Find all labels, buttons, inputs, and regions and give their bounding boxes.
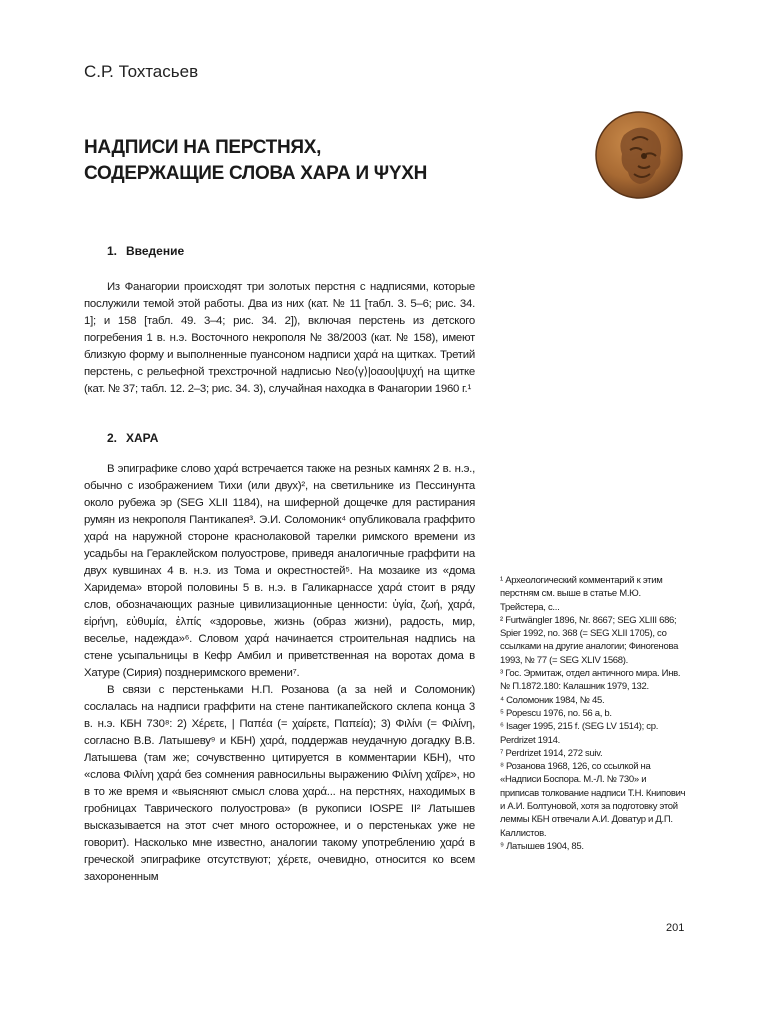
footnote: ³ Гос. Эрмитаж, отдел античного мира. Инв. № П.1872.180: Калашник 1979, 132. [500, 668, 681, 693]
chara-body [84, 461, 475, 886]
footnote: ⁸ Розанова 1968, 126, со ссылкой на «Надписи Боспора. М.-Л. № 730» и приписав толкование надписи Т.Н. Книпович и А.И. Болтуновой, хотя за подготовку этой леммы КБН отвечали А.И. Доватур и Д.П. Каллистов. [500, 761, 686, 839]
paragraph: Из Фанагории происходят три золотых перстня с надписями, которые послужили темой этой работы. Два из них (кат. № 11 [табл. 3. 5–6; рис. 34. 1]; и 158 [табл. 49. 3–4; рис. 34. 2]), включая перстень из детского погребения 1 в. н.э. Восточного некрополя № 38/2003 (кат. № 158), имеют близкую форму и выполненные пуансоном надписи χαρά на щитках. Третий перстень, с рельефной трехстрочной надписью Νεο⟨γ⟩|οαου|ψυχή на щитке (кат. № 37; табл. 12. 2–3; рис. 34. 3), случайная находка в Фанагории 1960 г.¹ [84, 281, 475, 395]
paragraph: В связи с перстеньками Н.П. Розанова (а за ней и Соломоник) сослалась на надписи граффити на стене пантикапейского склепа конца 3 в. н.э. КБН 730⁸: 2) Χέρετε, | Παπέα (= χαίρετε, Παπεία); 3) Φιλίνι (= Φιλίνη, согласно В.В. Латышеву⁹ и КБН) χαρά, поддержав неудачную догадку В.В. Латышева (там же; сочувственно цитируется в комментарии КБН), что «слова Φιλίνη χαρά без сомнения равносильны выражению Φιλίνη χαῖρε», но в то же время и «выясняют смысл слова χαρά... на перстнях, находимых в гробницах Таврического полуострова» (в рукописи IOSPE II² Латышев высказывается на этот счет много осторожнее, и о перстеньках уже не говорит). Насколько мне известно, аналогии такому употреблению χαρά в греческой эпиграфике отсутствуют; χέρετε, очевидно, относится ко всем захороненным [84, 684, 475, 883]
footnote: ¹ Археологический комментарий к этим перстням см. выше в статье М.Ю. Трейстера, с... [500, 575, 663, 613]
page-number: 201 [666, 922, 685, 934]
paragraph: В эпиграфике слово χαρά встречается также на резных камнях 2 в. н.э., обычно с изображением Тихи (или двух)², на светильнике из Пессинунта около рубежа эр (SEG XLII 1184), на шиферной дощечке для растирания румян из некрополя Пантикапея³. Э.И. Соломоник⁴ опубликовала граффито χαρά на наружной стороне краснолаковой тарелки римского времени из усадьбы на Гераклейском полуострове, приведя аналогичные граффити на двух кувшинах 4 в. н.э. из Тома и окрестностей⁵. На мозаике из «дома Харидема» второй половины 5 в. н.э. в Галикарнассе χαρά стоит в ряду слов, обозначающих разные цивилизационные ценности: ὑγία, ζωή, χαρά, εἰρήνη, εὐθυμία, ἐλπίς «здоровье, жизнь (образ жизни), радость, мир, веселье, надежда»⁶. Словом χαρά начинается строительная надпись на стене усыпальницы в Кефр Амбил и приветственная на воротах дома в Хатуре (Сирия) позднеримского времени⁷. [84, 463, 475, 679]
article-title [84, 135, 427, 187]
section-number: 2. [107, 431, 118, 445]
footnote: ² Furtwängler 1896, Nr. 8667; SEG XLIII 686; Spier 1992, no. 368 (= SEG XLII 1705), со ссылками на другие аналогии; Финогенова 1993, № 77 (= SEG XLIV 1568). [500, 614, 679, 666]
section-heading-chara [107, 431, 158, 445]
title-line-2: СОДЕРЖАЩИЕ СЛОВА ΧΑΡΑ И ΨΥΧΗ [84, 163, 428, 184]
coin-with-head-icon [594, 110, 684, 200]
author-name: С.Р. Тохтасьев [84, 62, 199, 81]
section-number: 1. [107, 244, 118, 258]
footnote: ⁶ Isager 1995, 215 f. (SEG LV 1514); cp. Perdrizet 1914. [500, 721, 659, 746]
footnote: ⁵ Popescu 1976, no. 56 a, b. [500, 707, 612, 719]
section-title: Введение [126, 244, 185, 258]
intro-body [84, 279, 475, 398]
section-title: ΧΑΡΑ [126, 431, 159, 445]
title-line-1: НАДПИСИ НА ПЕРСТНЯХ, [84, 137, 322, 158]
footnote: ⁴ Соломоник 1984, № 45. [500, 694, 605, 706]
section-heading-intro [107, 244, 184, 258]
footnote: ⁷ Perdrizet 1914, 272 suiv. [500, 747, 603, 759]
footnotes [500, 574, 686, 853]
footnote: ⁹ Латышев 1904, 85. [500, 840, 584, 852]
